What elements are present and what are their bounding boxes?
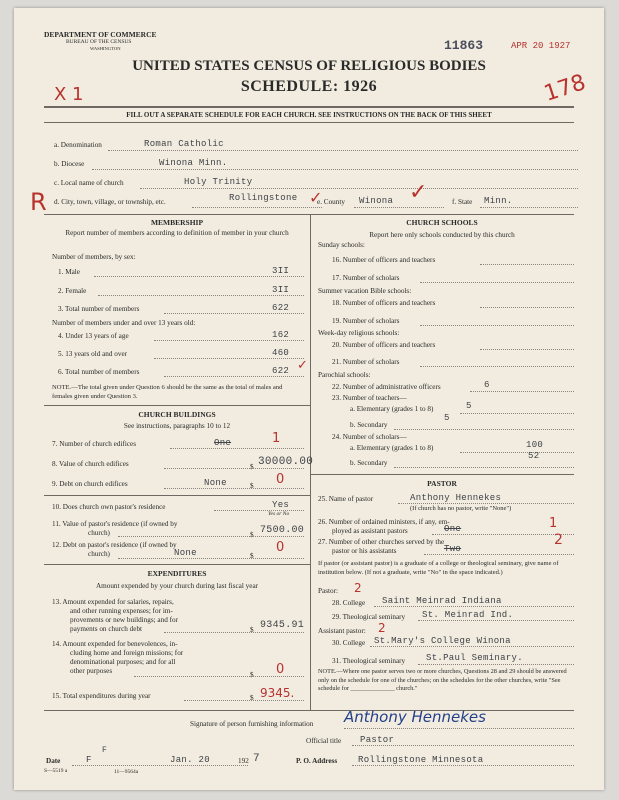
q17-label: 17. Number of scholars	[332, 274, 400, 282]
buildings-sub: See instructions, paragraphs 10 to 12	[123, 422, 231, 430]
q2-female-label: 2. Female	[58, 287, 87, 295]
census-form	[14, 8, 604, 790]
age-intro: Number of members under and over 13 years old:	[52, 319, 196, 327]
q22-value: 6	[484, 380, 490, 390]
q8-label: 8. Value of church edifices	[52, 460, 129, 468]
denomination-label: a. Denomination	[54, 141, 102, 149]
q26-value: One	[444, 524, 462, 534]
q31-value: St.Paul Seminary.	[426, 653, 523, 663]
q15-label: 15. Total expenditures during year	[52, 692, 151, 700]
q10-value: Yes	[272, 500, 290, 510]
q12-label-1: 12. Debt on pastor's residence (if owned by	[52, 541, 177, 549]
q28-value: Saint Meinrad Indiana	[382, 596, 502, 606]
state-value: Minn.	[484, 196, 513, 206]
dollar-sign: $	[250, 552, 254, 560]
membership-intro: Report number of members according to definition of member in your church	[65, 229, 289, 237]
q6-total-label: 6. Total number of members	[58, 368, 140, 376]
q27-value: Two	[444, 544, 462, 554]
bureau-label: BUREAU OF THE CENSUS	[66, 39, 132, 45]
q29-value: St. Meinrad Ind.	[422, 610, 514, 620]
q6-total-value: 622	[272, 366, 290, 376]
q13-line-4: payments on church debt	[70, 625, 143, 633]
q23a-value: 5	[466, 401, 472, 411]
dollar-sign: $	[250, 482, 254, 490]
pastor-heading: PASTOR	[427, 479, 457, 488]
red-check-q6: ✓	[297, 358, 308, 373]
q4-under13-value: 162	[272, 330, 290, 340]
q7-value: One	[214, 438, 232, 448]
q26-red-value: 1	[549, 516, 558, 531]
q13-value: 9345.91	[260, 620, 305, 631]
date-label: Date	[46, 757, 61, 765]
q14-line-4: other purposes	[70, 667, 113, 675]
q18-label: 18. Number of officers and teachers	[332, 299, 436, 307]
form-number: S—5519 a	[44, 768, 68, 774]
schedule-title: SCHEDULE: 1926	[240, 78, 378, 95]
date-value: Jan. 20	[170, 755, 210, 765]
pastor-red-mark: 2	[354, 581, 362, 595]
red-number-178: 178	[541, 70, 589, 107]
weekday-label: Week-day religious schools:	[318, 329, 400, 337]
q1-male-value: 3II	[272, 266, 290, 276]
expenditures-heading: EXPENDITURES	[147, 569, 207, 578]
print-number: 11—9564a	[114, 769, 139, 775]
q27-red-value: 2	[554, 532, 563, 548]
q21-label: 21. Number of scholars	[332, 358, 400, 366]
schools-heading: CHURCH SCHOOLS	[406, 218, 478, 227]
department-label: DEPARTMENT OF COMMERCE	[44, 30, 157, 39]
buildings-heading: CHURCH BUILDINGS	[138, 410, 216, 419]
instructions-line: FILL OUT A SEPARATE SCHEDULE FOR EACH CHURCH. SEE INSTRUCTIONS ON THE BACK OF THIS SHEET	[126, 111, 492, 119]
dollar-sign: $	[250, 531, 254, 539]
red-mark-r: R	[30, 188, 47, 216]
q23b-value: 5	[444, 413, 450, 423]
q11-label-2: church)	[88, 529, 110, 537]
q27-label-1: 27. Number of other churches served by the	[318, 538, 445, 546]
assistant-pastor-label: Assistant pastor:	[318, 627, 366, 635]
q26-label-2: ployed as assistant pastors	[332, 527, 408, 535]
red-check-county: ✓	[409, 180, 428, 205]
received-date-stamp: APR 20 1927	[511, 41, 571, 51]
county-label: e. County	[317, 198, 345, 206]
official-title-value: Pastor	[360, 735, 395, 745]
diocese-label: b. Diocese	[54, 160, 85, 168]
local-name-value: Holy Trinity	[184, 177, 253, 187]
q12-value: None	[174, 548, 197, 558]
q24b-value: 52	[528, 451, 540, 461]
city-label: d. City, town, village, or township, etc.	[54, 198, 166, 206]
date-letter-top: F	[102, 746, 108, 755]
official-title-label: Official title	[306, 737, 342, 745]
parochial-label: Parochial schools:	[318, 371, 371, 379]
q11-label-1: 11. Value of pastor's residence (if owned by	[52, 520, 178, 528]
po-address-label: P. O. Address	[296, 757, 338, 765]
po-address-value: Rollingstone Minnesota	[358, 755, 484, 765]
county-value: Winona	[359, 196, 394, 206]
q28-label: 28. College	[332, 599, 366, 607]
q19-label: 19. Number of scholars	[332, 317, 400, 325]
q24b-label: b. Secondary	[350, 459, 388, 467]
q4-under13-label: 4. Under 13 years of age	[58, 332, 129, 340]
q13-line-1: 13. Amount expended for salaries, repairs,	[52, 598, 174, 606]
by-sex-label: Number of members, by sex:	[52, 253, 136, 261]
year-prefix: 192	[238, 757, 249, 765]
signature: Anthony Hennekes	[344, 708, 486, 726]
q1-male-label: 1. Male	[58, 268, 80, 276]
pastor-note: NOTE.—Where one pastor serves two or more churches, Questions 28 and 29 should be answered only on the schedule for one of the churches; on the schedules for the other churches, write "See schedule for ______________ church."	[318, 668, 567, 692]
q23-label: 23. Number of teachers—	[332, 394, 407, 402]
washington-label: WASHINGTON	[90, 46, 121, 51]
q7-label: 7. Number of church edifices	[52, 440, 137, 448]
graduate-note: If pastor (or assistant pastor) is a graduate of a college or theological seminary, give name of institution below. (If not a graduate, write "No" in the space indicated.)	[318, 560, 559, 576]
assistant-red-mark: 2	[378, 621, 386, 635]
q10-label: 10. Does church own pastor's residence	[52, 503, 166, 511]
dollar-sign: $	[250, 694, 254, 702]
q5-over13-value: 460	[272, 348, 290, 358]
q26-label-1: 26. Number of ordained ministers, if any, em-	[318, 518, 450, 526]
signature-label: Signature of person furnishing information	[190, 720, 314, 728]
q14-line-1: 14. Amount expended for benevolences, in-	[52, 640, 178, 648]
q31-label: 31. Theological seminary	[332, 657, 406, 665]
q30-value: St.Mary's College Winona	[374, 636, 511, 646]
q20-label: 20. Number of officers and teachers	[332, 341, 436, 349]
q14-line-3: denominational purposes; and for all	[70, 658, 176, 666]
dollar-sign: $	[250, 626, 254, 634]
q7-red-value: 1	[272, 431, 281, 446]
date-letter: F	[86, 755, 92, 765]
city-value: Rollingstone	[229, 193, 298, 203]
dollar-sign: $	[250, 671, 254, 679]
q9-red-value: 0	[276, 472, 285, 487]
form-title: UNITED STATES CENSUS OF RELIGIOUS BODIES	[132, 58, 486, 74]
q23b-label: b. Secondary	[350, 421, 388, 429]
q23a-label: a. Elementary (grades 1 to 8)	[350, 405, 434, 413]
q12-red-value: 0	[276, 540, 285, 555]
q5-over13-label: 5. 13 years old and over	[58, 350, 128, 358]
q3-total-value: 622	[272, 303, 290, 313]
q24-label: 24. Number of scholars—	[332, 433, 407, 441]
schools-intro: Report here only schools conducted by this church	[369, 231, 515, 239]
red-check-city: ✓	[309, 188, 323, 207]
q30-label: 30. College	[332, 639, 366, 647]
sunday-label: Sunday schools:	[318, 241, 365, 249]
q14-line-2: cluding home and foreign missions; for	[70, 649, 184, 657]
dollar-sign: $	[250, 463, 254, 471]
q15-red-value: 9345.	[260, 686, 295, 700]
q13-line-3: provements or new buildings; and for	[70, 616, 178, 624]
q24a-label: a. Elementary (grades 1 to 8)	[350, 444, 434, 452]
q9-value: None	[204, 478, 227, 488]
denomination-value: Roman Catholic	[144, 139, 224, 149]
q27-label-2: pastor or his assistants	[332, 547, 397, 555]
summer-label: Summer vacation Bible schools:	[318, 287, 412, 295]
q25-value: Anthony Hennekes	[410, 493, 502, 503]
pastor-label: Pastor:	[318, 587, 338, 595]
q14-red-value: 0	[276, 662, 285, 677]
year-suffix: 7	[253, 753, 260, 765]
q25-label: 25. Name of pastor	[318, 495, 374, 503]
q25-note: (If church has no pastor, write "None")	[410, 505, 512, 512]
q13-line-2: and other running expenses; for im-	[70, 607, 173, 615]
q12-label-2: church)	[88, 550, 110, 558]
membership-note: NOTE.—The total given under Question 6 should be the same as the total of males and females given under Question 3.	[52, 384, 283, 400]
red-mark-x1: X 1	[54, 84, 84, 105]
diocese-value: Winona Minn.	[159, 158, 228, 168]
q2-female-value: 3II	[272, 285, 290, 295]
expenditures-sub: Amount expended by your church during last fiscal year	[95, 582, 259, 590]
q22-label: 22. Number of administrative officers	[332, 383, 441, 391]
serial-number: 11863	[444, 38, 484, 53]
q24a-value: 100	[526, 440, 544, 450]
yes-or-no-hint: Yes or No	[268, 511, 290, 517]
q3-total-label: 3. Total number of members	[58, 305, 140, 313]
q16-label: 16. Number of officers and teachers	[332, 256, 436, 264]
q29-label: 29. Theological seminary	[332, 613, 406, 621]
q8-value: 30000.00	[258, 456, 314, 468]
q9-label: 9. Debt on church edifices	[52, 480, 128, 488]
membership-heading: MEMBERSHIP	[150, 218, 204, 227]
local-name-label: c. Local name of church	[54, 179, 124, 187]
state-label: f. State	[452, 198, 473, 206]
q11-value: 7500.00	[260, 525, 305, 536]
